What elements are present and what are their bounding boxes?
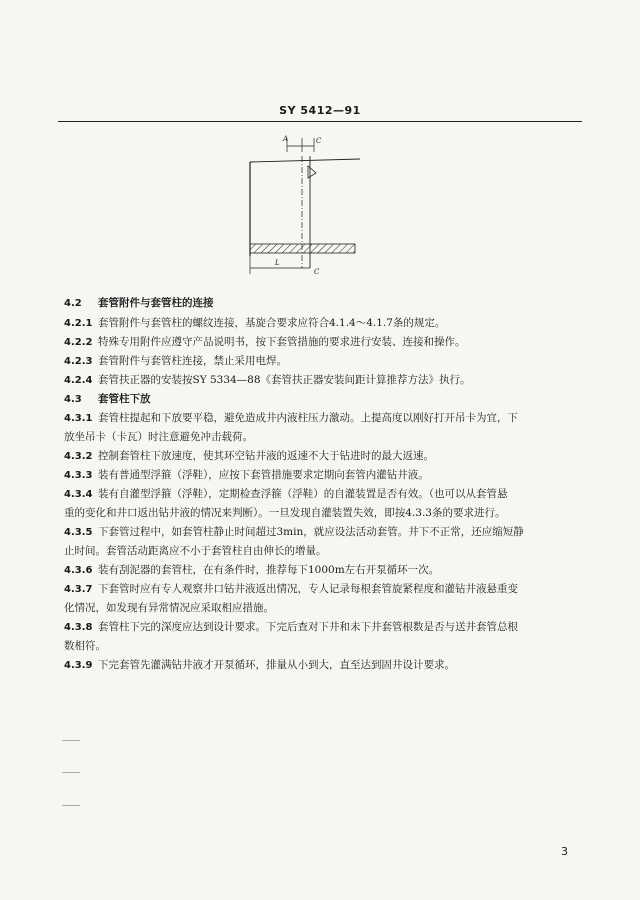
- clause-number: 4.3.9: [64, 660, 93, 671]
- clause-4-2-2: [64, 333, 586, 352]
- clause-4-3-8: [64, 618, 586, 637]
- clause-4-3-5-continuation: 止时间。套管活动距离应不小于套管柱自由伸长的增量。: [64, 545, 327, 557]
- clause-text: 装有自灌型浮箍（浮鞋），定期检查浮箍（浮鞋）的自灌装置是否有效。（也可以从套管悬: [98, 488, 508, 500]
- scan-mark: [62, 805, 80, 806]
- clause-number: 4.3.4: [64, 489, 93, 500]
- clause-4-2-1: [64, 314, 586, 333]
- clause-4-3-8-continuation: 数相符。: [64, 640, 106, 652]
- label-l: L: [275, 259, 280, 267]
- clause-4-3-6: [64, 561, 586, 580]
- clause-number: 4.3.2: [64, 451, 93, 462]
- section-4-2-heading: [64, 294, 586, 313]
- clause-4-3-3: [64, 466, 586, 485]
- clause-number: 4.3.5: [64, 527, 93, 538]
- clause-4-3-1: [64, 409, 586, 428]
- clause-text: 下套管时应有专人观察井口钻井液返出情况，专人记录每根套管旋紧程度和灌钻井液悬重变: [98, 583, 518, 595]
- clause-4-3-9: [64, 656, 586, 675]
- clause-text: 下套管过程中，如套管柱静止时间超过3min，就应设法活动套管。井下不正常，还应缩短静: [98, 526, 524, 538]
- clause-number: 4.3.7: [64, 584, 93, 595]
- section-number: 4.3: [64, 394, 82, 405]
- clause-number: 4.3.3: [64, 470, 93, 481]
- clause-number: 4.2.1: [64, 318, 93, 329]
- clause-4-3-2: [64, 447, 586, 466]
- clause-text: 套管附件与套管柱的螺纹连接，基旋合要求应符合4.1.4～4.1.7条的规定。: [98, 317, 446, 329]
- page-number: 3: [561, 845, 568, 858]
- clause-text: 装有普通型浮箍（浮鞋），应按下套管措施要求定期向套管内灌钻井液。: [98, 469, 429, 481]
- clause-4-3-4-continuation: 重的变化和井口返出钻井液的情况来判断）。一旦发现自灌装置失效，即按4.3.3条的要求进行。: [64, 507, 506, 519]
- clause-text: 套管扶正器的安装按SY 5334—88《套管扶正器安装间距计算推荐方法》执行。: [98, 374, 471, 386]
- clause-text: 控制套管柱下放速度，使其环空钻井液的返速不大于钻进时的最大返速。: [98, 450, 434, 462]
- section-title: 套管柱下放: [98, 393, 151, 405]
- clause-text: 套管柱下完的深度应达到设计要求。下完后查对下井和未下井套管根数是否与送井套管总根: [98, 621, 518, 633]
- clause-number: 4.3.6: [64, 565, 93, 576]
- clause-text: 套管附件与套管柱连接，禁止采用电焊。: [98, 355, 287, 367]
- clause-text: 特殊专用附件应遵守产品说明书，按下套管措施的要求进行安装、连接和操作。: [98, 336, 466, 348]
- label-a: A: [283, 135, 289, 143]
- section-4-3-heading: [64, 390, 586, 409]
- clause-4-2-3: [64, 352, 586, 371]
- page-header-code: SY 5412—91: [279, 104, 361, 117]
- clause-4-3-7-continuation: 化情况，如发现有异常情况应采取相应措施。: [64, 602, 274, 614]
- clause-4-3-5: [64, 523, 586, 542]
- clause-text: 套管柱提起和下放要平稳，避免造成井内液柱压力激动。上提高度以刚好打开吊卡为宜，下: [98, 412, 518, 424]
- clause-4-3-1-continuation: 放坐吊卡（卡瓦）时注意避免冲击载荷。: [64, 431, 253, 443]
- clause-4-3-4: [64, 485, 586, 504]
- clause-4-3-7: [64, 580, 586, 599]
- clause-number: 4.2.2: [64, 337, 93, 348]
- header-rule: [58, 121, 582, 122]
- section-number: 4.2: [64, 298, 82, 309]
- label-c-bottom: C: [314, 268, 320, 276]
- casing-connection-figure: [230, 128, 390, 288]
- clause-number: 4.3.8: [64, 622, 93, 633]
- label-c-top: C: [316, 137, 322, 145]
- section-title: 套管附件与套管柱的连接: [98, 297, 214, 309]
- clause-number: 4.2.3: [64, 356, 93, 367]
- scan-mark: [62, 772, 80, 773]
- clause-text: 下完套管先灌满钻井液才开泵循环，排量从小到大，直至达到固井设计要求。: [98, 659, 455, 671]
- scan-mark: [62, 740, 80, 741]
- clause-number: 4.2.4: [64, 375, 93, 386]
- clause-number: 4.3.1: [64, 413, 93, 424]
- clause-4-2-4: [64, 371, 586, 390]
- clause-text: 装有刮泥器的套管柱，在有条件时，推荐每下1000m左右开泵循环一次。: [98, 564, 440, 576]
